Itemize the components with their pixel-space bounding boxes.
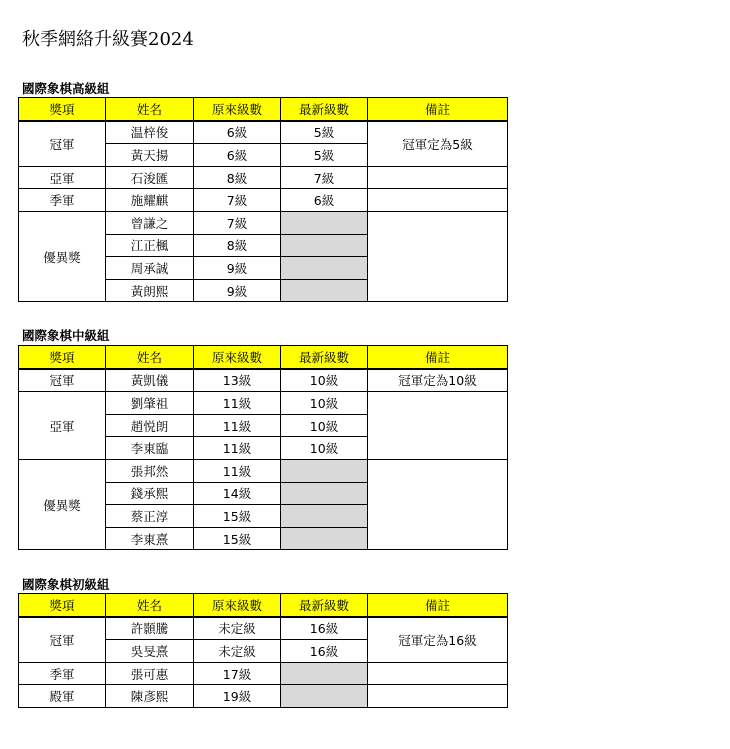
header-new-grade: 最新級數 bbox=[281, 98, 368, 121]
name-cell: 黃凱儀 bbox=[106, 369, 194, 392]
table-header-row bbox=[19, 594, 508, 617]
header-award: 獎項 bbox=[19, 98, 106, 121]
original-grade-cell: 7級 bbox=[194, 211, 281, 234]
remarks-cell: 冠軍定為16級 bbox=[368, 617, 508, 663]
header-original-grade: 原來級數 bbox=[194, 594, 281, 617]
new-grade-cell bbox=[281, 662, 368, 685]
table-row bbox=[19, 459, 508, 482]
table-row bbox=[19, 369, 508, 392]
name-cell: 李東熹 bbox=[106, 527, 194, 550]
table-header-row bbox=[19, 346, 508, 369]
award-cell: 優異獎 bbox=[19, 459, 106, 549]
name-cell: 温梓俊 bbox=[106, 121, 194, 144]
header-remarks: 備註 bbox=[368, 98, 508, 121]
table-header-row bbox=[19, 98, 508, 121]
award-cell: 冠軍 bbox=[19, 617, 106, 663]
award-cell: 優異獎 bbox=[19, 211, 106, 301]
new-grade-cell: 10級 bbox=[281, 392, 368, 415]
new-grade-cell: 10級 bbox=[281, 369, 368, 392]
name-cell: 張可惠 bbox=[106, 662, 194, 685]
new-grade-cell bbox=[281, 505, 368, 528]
new-grade-cell bbox=[281, 685, 368, 708]
header-award: 獎項 bbox=[19, 594, 106, 617]
original-grade-cell: 9級 bbox=[194, 279, 281, 302]
name-cell: 錢承熙 bbox=[106, 482, 194, 505]
original-grade-cell: 15級 bbox=[194, 505, 281, 528]
original-grade-cell: 6級 bbox=[194, 144, 281, 167]
new-grade-cell bbox=[281, 211, 368, 234]
table-row bbox=[19, 662, 508, 685]
award-cell: 殿軍 bbox=[19, 685, 106, 708]
new-grade-cell bbox=[281, 257, 368, 280]
name-cell: 施耀麒 bbox=[106, 189, 194, 212]
original-grade-cell: 11級 bbox=[194, 437, 281, 460]
new-grade-cell: 10級 bbox=[281, 414, 368, 437]
original-grade-cell: 6級 bbox=[194, 121, 281, 144]
new-grade-cell: 16級 bbox=[281, 617, 368, 640]
award-cell: 亞軍 bbox=[19, 166, 106, 189]
new-grade-cell bbox=[281, 527, 368, 550]
remarks-cell bbox=[368, 189, 508, 212]
name-cell: 陳彥熙 bbox=[106, 685, 194, 708]
header-name: 姓名 bbox=[106, 98, 194, 121]
award-cell: 冠軍 bbox=[19, 369, 106, 392]
original-grade-cell: 15級 bbox=[194, 527, 281, 550]
table-row bbox=[19, 211, 508, 234]
table-row bbox=[19, 685, 508, 708]
remarks-cell: 冠軍定為5級 bbox=[368, 121, 508, 167]
name-cell: 許顥騰 bbox=[106, 617, 194, 640]
remarks-cell bbox=[368, 459, 508, 549]
original-grade-cell: 7級 bbox=[194, 189, 281, 212]
header-name: 姓名 bbox=[106, 346, 194, 369]
name-cell: 江正楓 bbox=[106, 234, 194, 257]
original-grade-cell: 9級 bbox=[194, 257, 281, 280]
award-cell: 季軍 bbox=[19, 189, 106, 212]
new-grade-cell bbox=[281, 459, 368, 482]
original-grade-cell: 17級 bbox=[194, 662, 281, 685]
results-table-beginner bbox=[18, 593, 508, 708]
new-grade-cell: 7級 bbox=[281, 166, 368, 189]
header-new-grade: 最新級數 bbox=[281, 594, 368, 617]
header-award: 獎項 bbox=[19, 346, 106, 369]
original-grade-cell: 19級 bbox=[194, 685, 281, 708]
new-grade-cell bbox=[281, 482, 368, 505]
new-grade-cell: 5級 bbox=[281, 144, 368, 167]
header-remarks: 備註 bbox=[368, 346, 508, 369]
new-grade-cell bbox=[281, 279, 368, 302]
results-table-intermediate bbox=[18, 345, 508, 550]
name-cell: 黃天揚 bbox=[106, 144, 194, 167]
remarks-cell bbox=[368, 166, 508, 189]
name-cell: 李東臨 bbox=[106, 437, 194, 460]
new-grade-cell: 16級 bbox=[281, 640, 368, 663]
original-grade-cell: 未定級 bbox=[194, 617, 281, 640]
original-grade-cell: 未定級 bbox=[194, 640, 281, 663]
original-grade-cell: 11級 bbox=[194, 414, 281, 437]
section-title-advanced: 國際象棋高級組 bbox=[22, 81, 110, 96]
original-grade-cell: 13級 bbox=[194, 369, 281, 392]
new-grade-cell bbox=[281, 234, 368, 257]
original-grade-cell: 8級 bbox=[194, 234, 281, 257]
header-original-grade: 原來級數 bbox=[194, 98, 281, 121]
header-remarks: 備註 bbox=[368, 594, 508, 617]
name-cell: 周承誠 bbox=[106, 257, 194, 280]
original-grade-cell: 14級 bbox=[194, 482, 281, 505]
name-cell: 趙悦朗 bbox=[106, 414, 194, 437]
table-row bbox=[19, 189, 508, 212]
original-grade-cell: 8級 bbox=[194, 166, 281, 189]
table-row bbox=[19, 617, 508, 640]
name-cell: 石浚匯 bbox=[106, 166, 194, 189]
name-cell: 黃朗熙 bbox=[106, 279, 194, 302]
name-cell: 吳旻熹 bbox=[106, 640, 194, 663]
remarks-cell: 冠軍定為10級 bbox=[368, 369, 508, 392]
remarks-cell bbox=[368, 662, 508, 685]
section-title-beginner: 國際象棋初級組 bbox=[22, 577, 110, 592]
header-new-grade: 最新級數 bbox=[281, 346, 368, 369]
header-name: 姓名 bbox=[106, 594, 194, 617]
new-grade-cell: 5級 bbox=[281, 121, 368, 144]
name-cell: 蔡正淳 bbox=[106, 505, 194, 528]
original-grade-cell: 11級 bbox=[194, 459, 281, 482]
new-grade-cell: 10級 bbox=[281, 437, 368, 460]
award-cell: 季軍 bbox=[19, 662, 106, 685]
name-cell: 曾謙之 bbox=[106, 211, 194, 234]
table-row bbox=[19, 166, 508, 189]
table-row bbox=[19, 392, 508, 415]
remarks-cell bbox=[368, 392, 508, 460]
name-cell: 張邦然 bbox=[106, 459, 194, 482]
name-cell: 劉肇祖 bbox=[106, 392, 194, 415]
award-cell: 冠軍 bbox=[19, 121, 106, 167]
original-grade-cell: 11級 bbox=[194, 392, 281, 415]
remarks-cell bbox=[368, 211, 508, 301]
header-original-grade: 原來級數 bbox=[194, 346, 281, 369]
table-row bbox=[19, 121, 508, 144]
results-table-advanced bbox=[18, 97, 508, 302]
page-title: 秋季網絡升級賽2024 bbox=[22, 29, 194, 50]
remarks-cell bbox=[368, 685, 508, 708]
section-title-intermediate: 國際象棋中級組 bbox=[22, 328, 110, 343]
award-cell: 亞軍 bbox=[19, 392, 106, 460]
new-grade-cell: 6級 bbox=[281, 189, 368, 212]
